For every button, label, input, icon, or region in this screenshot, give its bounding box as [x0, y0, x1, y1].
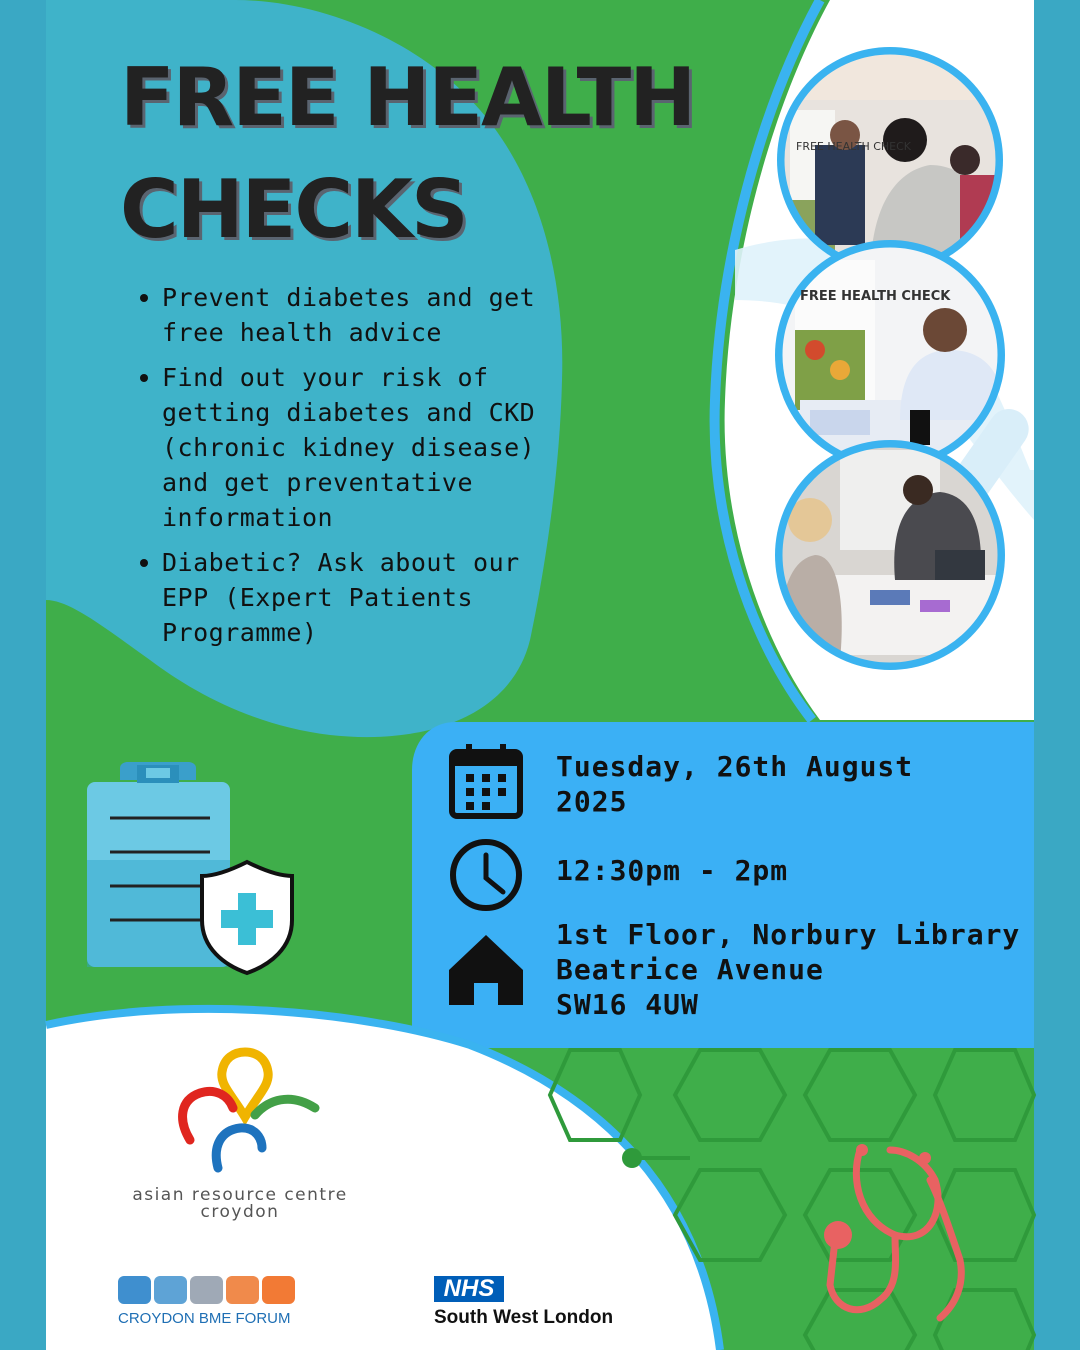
- event-time-text: 12:30pm - 2pm: [556, 854, 789, 887]
- title-line-1: FREE HEALTH: [120, 51, 695, 144]
- photo-2-sign: FREE HEALTH CHECK: [800, 289, 951, 304]
- event-date-line-2: 2025: [556, 785, 628, 818]
- photo-1-sign: FREE HEALTH CHECK: [796, 140, 912, 153]
- bme-forum-text: CROYDON BME FORUM: [118, 1310, 291, 1327]
- nhs-region-text: South West London: [434, 1307, 614, 1328]
- nhs-logo: NHS: [434, 1276, 504, 1302]
- event-date-line-1: Tuesday, 26th August: [556, 750, 914, 783]
- benefit-item: Find out your risk of getting diabetes and CKD (chronic kidney disease) and get preventative information: [162, 360, 572, 535]
- arc-name-line-2: croydon: [200, 1202, 280, 1222]
- address-line-1: 1st Floor, Norbury Library: [556, 918, 1021, 951]
- address-line-2: Beatrice Avenue: [556, 953, 824, 986]
- arc-name-line-1: asian resource centre: [132, 1185, 348, 1205]
- address-line-3: SW16 4UW: [556, 988, 699, 1021]
- benefit-item: Prevent diabetes and get free health advice: [162, 280, 572, 350]
- title-line-2: CHECKS: [120, 163, 467, 256]
- benefit-item: Diabetic? Ask about our EPP (Expert Patients Programme): [162, 545, 572, 650]
